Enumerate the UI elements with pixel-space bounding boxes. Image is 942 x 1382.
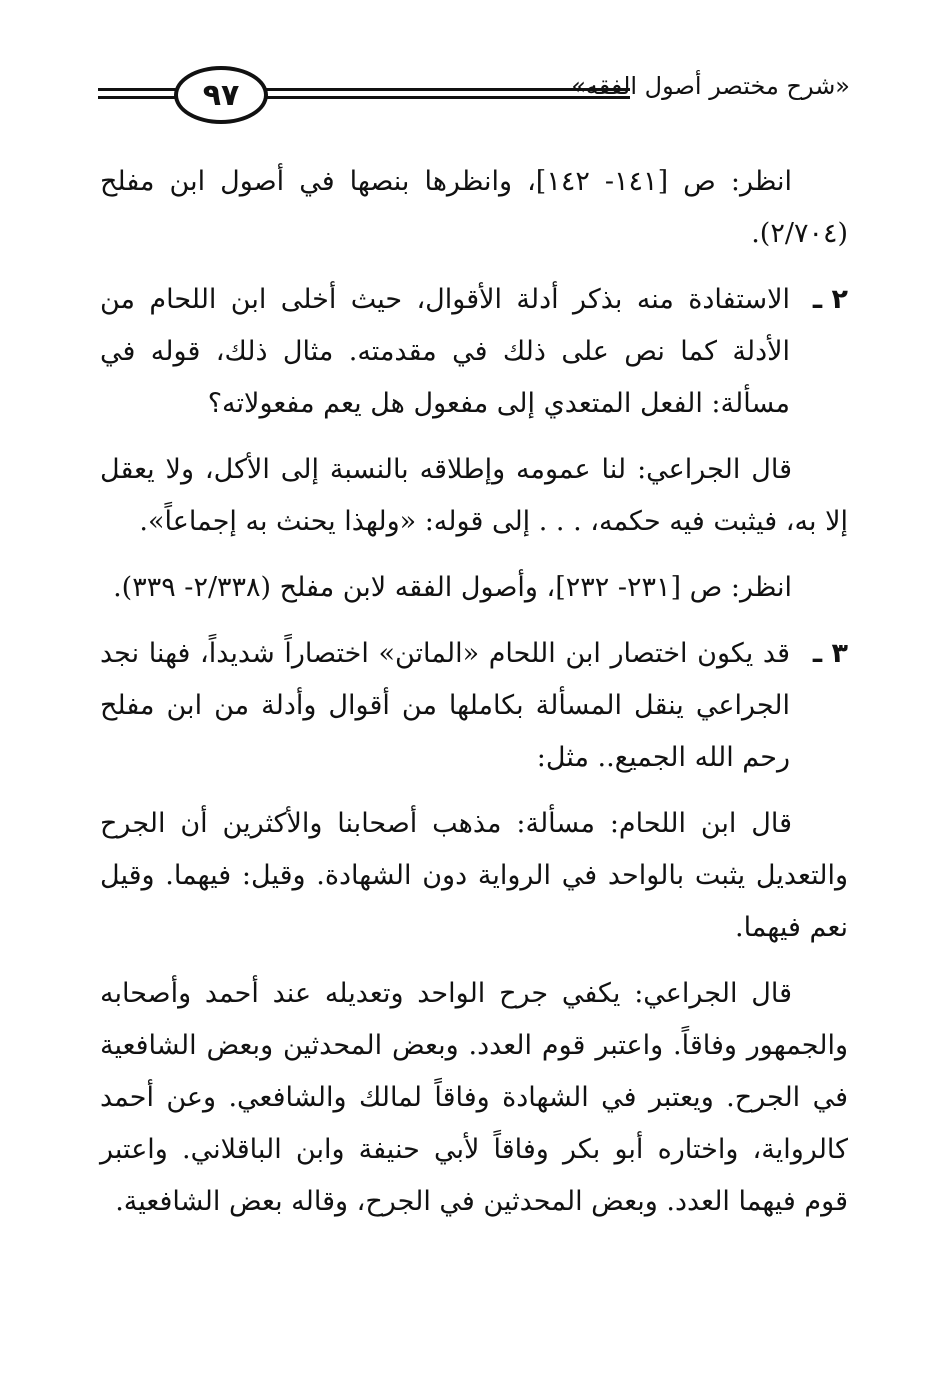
paragraph-3 [100, 444, 848, 548]
running-title: «شرح مختصر أصول الفقه» [571, 72, 850, 100]
page-header [98, 60, 850, 140]
paragraph-1 [100, 156, 848, 260]
paragraph-text: قد يكون اختصار ابن اللحام «الماتن» اختصاراً شديداً، فهنا نجد الجراعي ينقل المسألة بكاملها من أقوال وأدلة من ابن مفلح رحم الله الجميع.. مثل: [100, 638, 790, 773]
paragraph-text: قال ابن اللحام: مسألة: مذهب أصحابنا والأكثرين أن الجرح والتعديل يثبت بالواحد في الرواية دون الشهادة. وقيل: فيهما. وقيل نعم فيهما. [100, 808, 848, 943]
paragraph-text: الاستفادة منه بذكر أدلة الأقوال، حيث أخلى ابن اللحام من الأدلة كما نص على ذلك في مقدمته. مثال ذلك، قوله في مسألة: الفعل المتعدي إلى مفعول هل يعم مفعولاته؟ [100, 284, 790, 419]
item-number: ٣ ـ [812, 638, 848, 669]
paragraph-text: انظر: ص [١٤١- ١٤٢]، وانظرها بنصها في أصول ابن مفلح (٢/٧٠٤). [100, 166, 848, 249]
paragraph-text: قال الجراعي: لنا عمومه وإطلاقه بالنسبة إلى الأكل، ولا يعقل إلا به، فيثبت فيه حكمه، . . . إلى قوله: «ولهذا يحنث به إجماعاً». [100, 454, 848, 537]
page-body [100, 156, 848, 1242]
paragraph-text: قال الجراعي: يكفي جرح الواحد وتعديله عند أحمد وأصحابه والجمهور وفاقاً. واعتبر قوم العدد. وبعض المحدثين وبعض الشافعية في الجرح. ويعتبر في الشهادة وفاقاً لمالك والشافعي. وعن أحمد كالرواية، واختاره أبو بكر وفاقاً لأبي حنيفة وابن الباقلاني. واعتبر قوم فيهما العدد. وبعض المحدثين في الجرح، وقاله بعض الشافعية. [100, 978, 848, 1217]
paragraph-5-numbered [100, 628, 848, 784]
header-rule-left-bottom [98, 96, 180, 99]
page-number: ٩٧ [174, 66, 268, 124]
header-rule-left-top [98, 88, 180, 91]
item-number: ٢ ـ [812, 284, 848, 315]
paragraph-7 [100, 968, 848, 1228]
paragraph-2-numbered [100, 274, 848, 430]
paragraph-6 [100, 798, 848, 954]
paragraph-4 [100, 562, 848, 614]
paragraph-text: انظر: ص [٢٣١- ٢٣٢]، وأصول الفقه لابن مفلح (٢/٣٣٨- ٣٣٩). [113, 572, 792, 603]
